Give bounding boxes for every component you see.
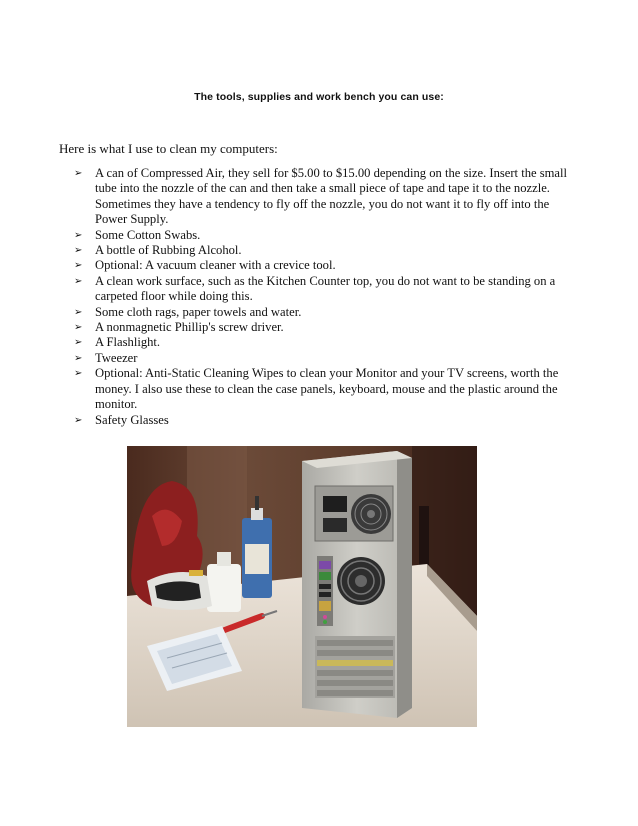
list-item-text: Tweezer (95, 350, 138, 365)
list-item-text: Optional: Anti-Static Cleaning Wipes to clean your Monitor and your TV screens, worth the money. I also use these to clean the case panels, keyboard, mouse and the plastic around the monitor. (95, 366, 559, 412)
list-item (61, 166, 581, 228)
computer-tower-photo (127, 446, 477, 727)
arrowhead-bullet-icon: ➢ (74, 168, 83, 179)
list-item (61, 274, 581, 305)
arrowhead-bullet-icon: ➢ (74, 260, 83, 272)
supply-list (61, 166, 581, 428)
arrowhead-bullet-icon: ➢ (74, 306, 83, 318)
list-item-text: Optional: A vacuum cleaner with a crevice tool. (95, 258, 336, 273)
list-item (61, 413, 581, 428)
list-item-text: A Flashlight. (95, 335, 161, 350)
list-item (61, 243, 581, 258)
list-item (61, 258, 581, 273)
list-item-text: A bottle of Rubbing Alcohol. (95, 243, 242, 258)
list-item (61, 351, 581, 366)
arrowhead-bullet-icon: ➢ (74, 414, 83, 426)
list-item-text: Some Cotton Swabs. (95, 227, 201, 242)
list-item-text: Some cloth rags, paper towels and water. (95, 304, 302, 319)
arrowhead-bullet-icon: ➢ (74, 322, 83, 334)
list-item (61, 305, 581, 320)
list-item-text: A can of Compressed Air, they sell for $5.00 to $15.00 depending on the size. Insert the small tube into the nozzle of the can and then take a small piece of tape and tape it to the nozzle. Sometimes they have a tendency to fly off the nozzle, you do not want it to fly off into the Power Supply. (95, 166, 568, 227)
list-item (61, 335, 581, 350)
list-item-text: Safety Glasses (95, 412, 169, 427)
list-item-text: A nonmagnetic Phillip's screw driver. (95, 320, 284, 335)
page-heading: The tools, supplies and work bench you can use: (194, 91, 444, 103)
list-item (61, 228, 581, 243)
arrowhead-bullet-icon: ➢ (74, 368, 83, 380)
list-item (61, 320, 581, 335)
arrowhead-bullet-icon: ➢ (74, 352, 83, 364)
arrowhead-bullet-icon: ➢ (74, 229, 83, 241)
arrowhead-bullet-icon: ➢ (74, 275, 83, 287)
arrowhead-bullet-icon: ➢ (74, 337, 83, 349)
list-item-text: A clean work surface, such as the Kitchen Counter top, you do not want to be standing on a carpeted floor while doing this. (95, 273, 556, 304)
list-item (61, 366, 581, 412)
intro-text: Here is what I use to clean my computers: (59, 141, 278, 156)
arrowhead-bullet-icon: ➢ (74, 245, 83, 257)
